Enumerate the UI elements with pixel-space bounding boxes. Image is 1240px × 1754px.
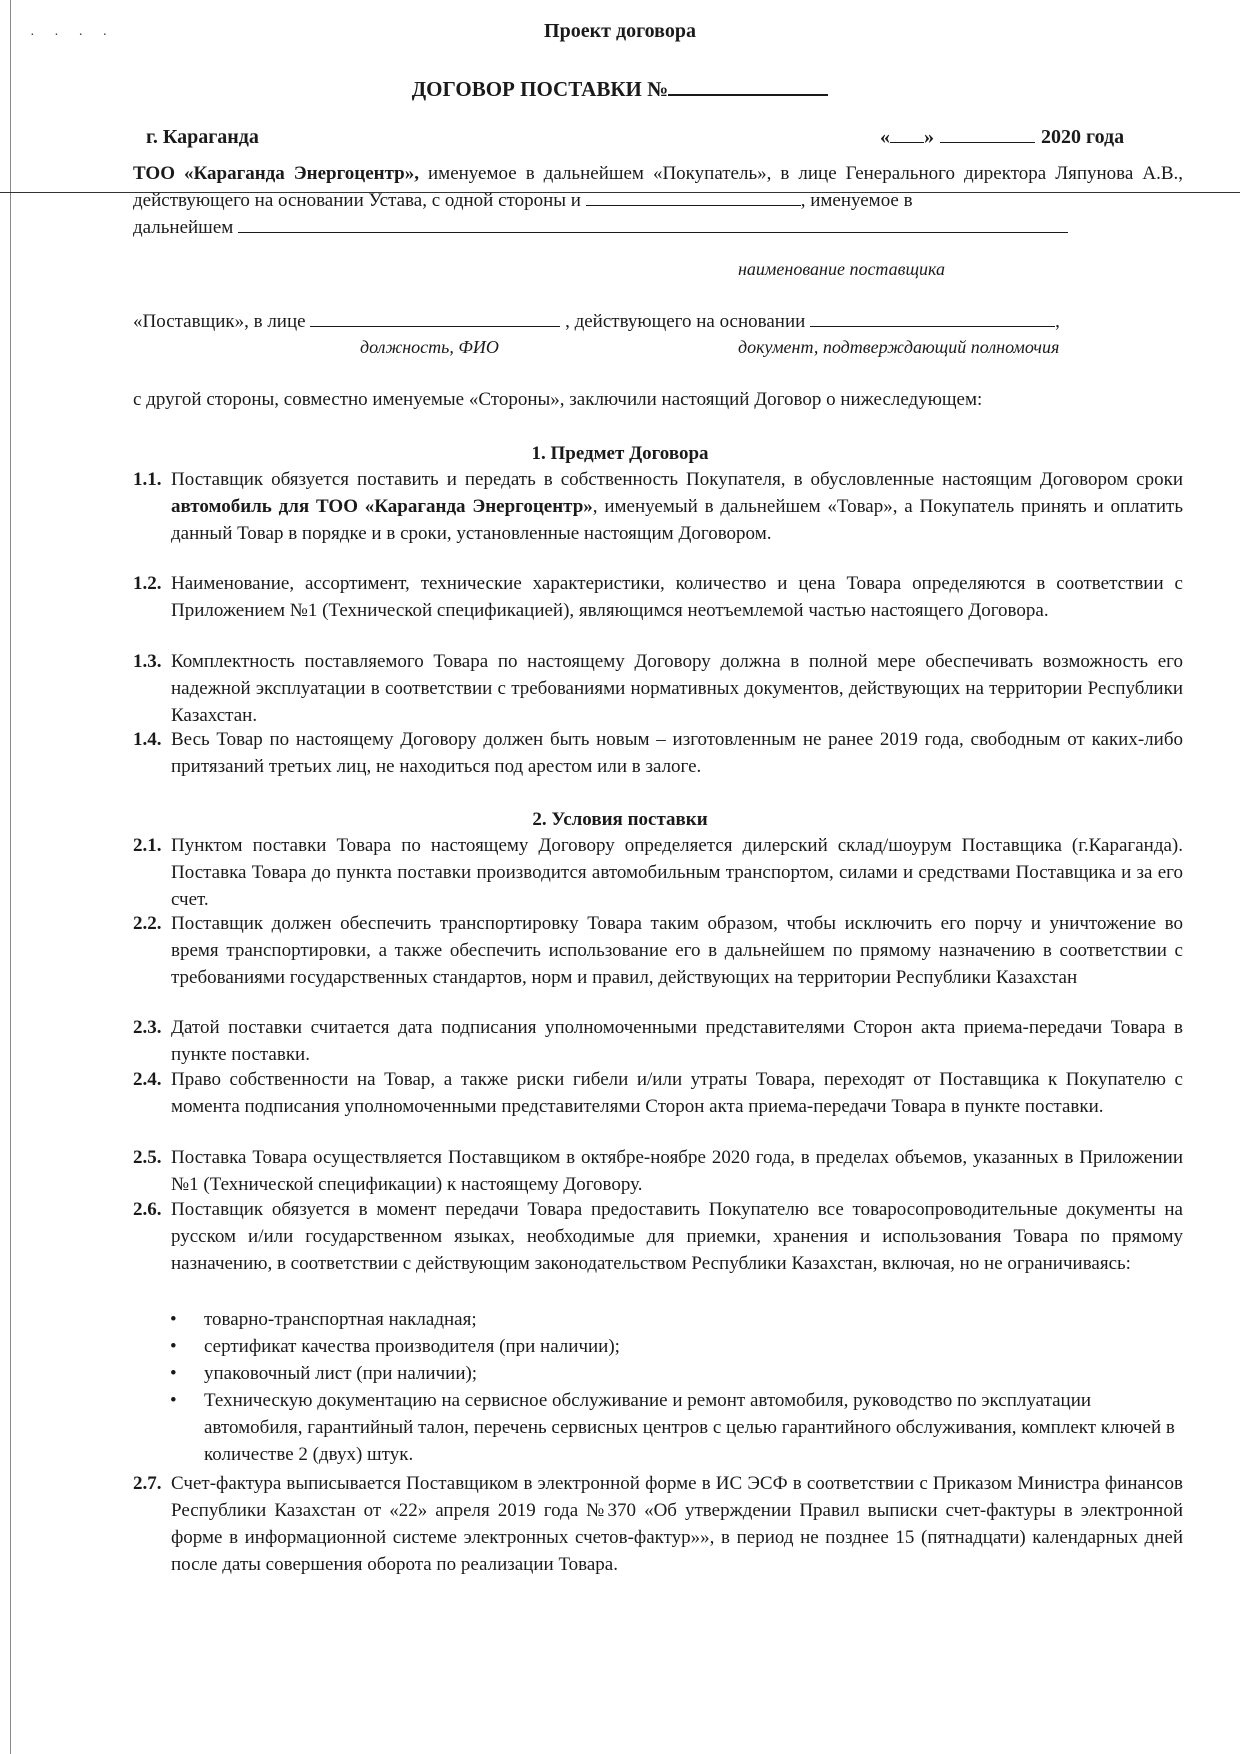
clause-number: 1.3. <box>133 651 162 672</box>
scan-edge-line <box>10 0 11 1754</box>
clause-text: Поставщик обязуется в момент передачи Товара предоставить Покупателю все товаросопроводительные документы на русском и/или государственном языках, необходимые для приемки, хранения и использования Товара по прямому назначению, в соответствии с действующим законодательством Республики Казахстан, включая, но не ограничиваясь: <box>171 1199 1183 1274</box>
day-blank <box>890 124 924 143</box>
contract-number-blank <box>668 72 828 96</box>
clause-number: 2.3. <box>133 1017 162 1038</box>
preamble-text-2-end: , <box>1055 311 1060 332</box>
clause-number: 1.2. <box>133 573 162 594</box>
clause-1-1 <box>133 466 1183 547</box>
bullet-marker: • <box>170 1363 177 1384</box>
clause-2-1 <box>133 832 1183 913</box>
bullet-marker: • <box>170 1390 177 1411</box>
hint-position-fio: должность, ФИО <box>360 337 499 357</box>
bullet-marker: • <box>170 1336 177 1357</box>
preamble-text-1: именуемое в дальнейшем «Покупатель», в лице Генерального директора Ляпунова А.В., действующего на основании Устава, с одной стороны и <box>133 163 1183 211</box>
clause-text-part: Поставщик обязуется поставить и передать в собственность Покупателя, в обусловленные настоящим Договором сроки <box>171 469 1183 490</box>
preamble-text-1-after: , именуемое в <box>800 190 913 211</box>
clause-2-6 <box>133 1196 1183 1277</box>
preamble-text-1-line2: дальнейшем <box>133 217 234 238</box>
contract-title-text: ДОГОВОР ПОСТАВКИ № <box>411 77 669 101</box>
bullet-text: упаковочный лист (при наличии); <box>204 1363 478 1384</box>
clause-bold-subject: автомобиль для ТОО «Караганда Энергоцентр» <box>171 496 593 517</box>
clause-text: Поставка Товара осуществляется Поставщиком в октябре-ноябре 2020 года, в пределах объемов, указанных в Приложении №1 (Технической спецификации) к настоящему Договору. <box>171 1147 1183 1195</box>
clause-number: 1.1. <box>133 469 162 490</box>
bullet-item <box>170 1387 1180 1468</box>
bullet-text: товарно-транспортная накладная; <box>204 1309 477 1330</box>
clause-text: Пунктом поставки Товара по настоящему Договору определяется дилерский склад/шоурум Поставщика (г.Караганда). Поставка Товара до пункта поставки производится автомобильным транспортом, силами и средствами Поставщика и за его счет. <box>171 835 1183 910</box>
clause-text: Датой поставки считается дата подписания уполномоченными представителями Сторон акта приема-передачи Товара в пункте поставки. <box>171 1017 1183 1065</box>
hint-authority-document: документ, подтверждающий полномочия <box>738 337 1060 357</box>
bullet-text: сертификат качества производителя (при наличии); <box>204 1336 620 1357</box>
clause-2-4 <box>133 1066 1183 1120</box>
clause-number: 2.7. <box>133 1473 162 1494</box>
date-close-quote: » <box>924 126 934 148</box>
clause-number: 2.2. <box>133 913 162 934</box>
buyer-company: ТОО «Караганда Энергоцентр», <box>133 163 419 184</box>
clause-number: 2.5. <box>133 1147 162 1168</box>
clause-text: Наименование, ассортимент, технические характеристики, количество и цена Товара определяются в соответствии с Приложением №1 (Технической спецификацией), являющимся неотъемлемой частью настоящего Договора. <box>171 573 1183 621</box>
clause-text: Право собственности на Товар, а также риски гибели и/или утраты Товара, переходят от Поставщика к Покупателю с момента подписания уполномоченными представителями Сторон акта приема-передачи Товара в пункте поставки. <box>171 1069 1183 1117</box>
clause-text <box>171 466 1183 547</box>
bullet-text: Техническую документацию на сервисное обслуживание и ремонт автомобиля, руководство по эксплуатации автомобиля, гарантийный талон, перечень сервисных центров с целью гарантийного обслуживания, комплект ключей в количестве 2 (двух) штук. <box>204 1390 1175 1465</box>
section-1-heading: 1. Предмет Договора <box>531 443 709 464</box>
clause-number: 1.4. <box>133 729 162 750</box>
month-blank <box>940 124 1035 143</box>
clause-2-7 <box>133 1470 1183 1578</box>
date-open-quote: « <box>880 126 890 148</box>
section-2-heading: 2. Условия поставки <box>532 809 708 830</box>
preamble-paragraph-3 <box>133 386 1183 413</box>
clause-text: Весь Товар по настоящему Договору должен быть новым – изготовленным не ранее 2019 года, свободным от каких-либо притязаний третьих лиц, не находиться под арестом или в залоге. <box>171 729 1183 777</box>
clause-2-5 <box>133 1144 1183 1198</box>
clause-text: Счет-фактура выписывается Поставщиком в электронной форме в ИС ЭСФ в соответствии с Приказом Министра финансов Республики Казахстан от «22» апреля 2019 года №370 «Об утверждении Правил выписки счет-фактуры в электронной форме в информационной системе электронных счетов-фактур»», в период не позднее 15 (пятнадцати) календарных дней после даты совершения оборота по реализации Товара. <box>171 1473 1183 1575</box>
position-fio-blank <box>310 308 560 327</box>
hint-supplier-name: наименование поставщика <box>738 259 946 279</box>
clause-2-3 <box>133 1014 1183 1068</box>
clause-1-4 <box>133 726 1183 780</box>
preamble-text-2: «Поставщик», в лице <box>133 311 306 332</box>
clause-text: Поставщик должен обеспечить транспортировку Товара таким образом, чтобы исключить его порчу и уничтожение во время транспортировки, а также обеспечить использование его в дальнейшем по прямому назначению в соответствии с требованиями государственных стандартов, норм и правил, действующих на территории Республики Казахстан <box>171 913 1183 988</box>
preamble-paragraph-1 <box>133 160 1183 241</box>
authority-document-blank <box>810 308 1055 327</box>
city: г. Караганда <box>146 126 259 148</box>
preamble-paragraph-2 <box>133 308 1183 335</box>
clause-1-2 <box>133 570 1183 624</box>
clause-text-part: , именуемый в дальнейшем «Товар», а Покупатель принять и оплатить данный Товар в порядке и в сроки, установленные настоящим Договором. <box>171 496 1183 544</box>
clause-text: Комплектность поставляемого Товара по настоящему Договору должна в полной мере обеспечивать возможность его надежной эксплуатации в соответствии с требованиями нормативных документов, действующих на территории Республики Казахстан. <box>171 651 1183 726</box>
draft-label: Проект договора <box>544 20 696 42</box>
clause-number: 2.6. <box>133 1199 162 1220</box>
bullet-marker: • <box>170 1309 177 1330</box>
contract-date <box>880 124 1124 151</box>
clause-1-3 <box>133 648 1183 729</box>
preamble-text-2-mid: , действующего на основании <box>565 311 806 332</box>
contract-title <box>0 72 1240 103</box>
date-year: 2020 года <box>1041 126 1125 148</box>
bullet-item <box>170 1360 1180 1387</box>
clause-2-2 <box>133 910 1183 991</box>
supplier-name-blank <box>586 187 801 206</box>
supplier-name-blank-2 <box>238 214 1068 233</box>
clause-number: 2.4. <box>133 1069 162 1090</box>
clause-number: 2.1. <box>133 835 162 856</box>
preamble-text-3: с другой стороны, совместно именуемые «Стороны», заключили настоящий Договор о нижеследующем: <box>133 389 983 410</box>
bullet-item <box>170 1306 1180 1333</box>
scan-artifact-dots: · · · · <box>30 28 116 43</box>
bullet-item <box>170 1333 1180 1360</box>
